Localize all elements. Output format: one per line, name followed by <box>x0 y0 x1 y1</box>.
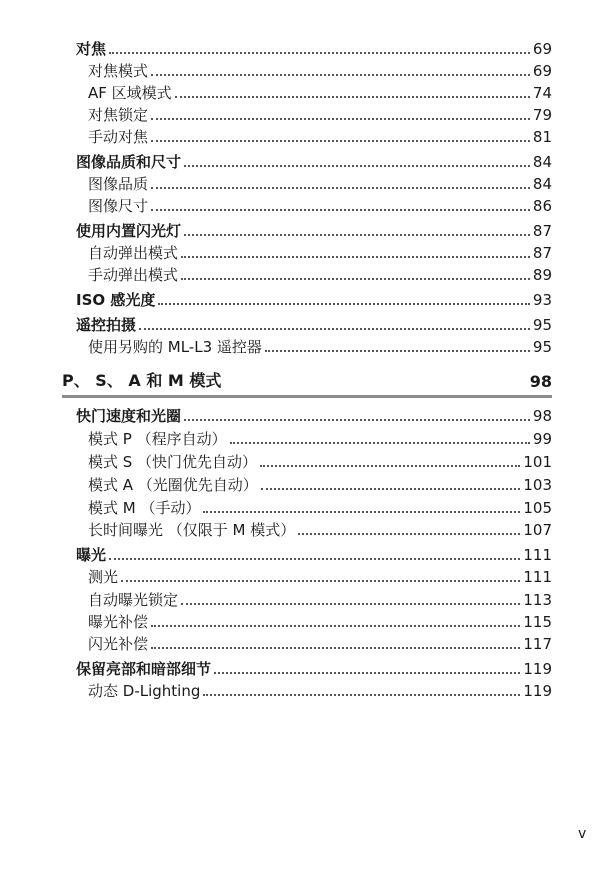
toc-entry[interactable] <box>88 609 552 631</box>
toc-entry-page: 105 <box>523 499 552 517</box>
toc-entry-label: AF 区域模式 <box>88 84 172 102</box>
dot-leader <box>184 419 530 421</box>
toc-entry[interactable] <box>88 58 552 80</box>
toc-entry-label: 使用内置闪光灯 <box>76 222 182 240</box>
toc-entry[interactable] <box>88 587 552 609</box>
toc-entry[interactable] <box>88 472 552 494</box>
dot-leader <box>230 442 530 444</box>
dot-leader <box>184 165 530 167</box>
toc-entry[interactable] <box>88 678 552 700</box>
toc-entry-page: 87 <box>532 222 552 240</box>
dot-leader <box>175 96 530 98</box>
toc-entry-page: 86 <box>532 197 552 215</box>
toc-entry[interactable] <box>76 403 552 425</box>
toc-entry-page: 98 <box>532 407 552 425</box>
dot-leader <box>151 187 530 189</box>
toc-entry[interactable] <box>76 218 552 240</box>
toc-entry-label: 曝光补偿 <box>88 613 149 631</box>
toc-entry[interactable] <box>88 426 552 448</box>
toc-entry[interactable] <box>88 631 552 653</box>
dot-leader <box>109 52 530 54</box>
dot-leader <box>181 603 520 605</box>
toc-entry[interactable] <box>88 517 552 539</box>
toc-entry-label: 对焦锁定 <box>88 106 149 124</box>
toc-entry-page: 95 <box>532 316 552 334</box>
toc-entry-page: 95 <box>532 338 552 356</box>
toc-entry-page: 84 <box>532 175 552 193</box>
toc-entry-page: 99 <box>532 430 552 448</box>
page-number: v <box>578 826 587 842</box>
dot-leader <box>151 118 530 120</box>
toc-entry-page: 87 <box>532 244 552 262</box>
toc-entry-page: 103 <box>523 476 552 494</box>
toc-entry-page: 69 <box>532 40 552 58</box>
dot-leader <box>181 256 530 258</box>
toc-entry-label: 自动曝光锁定 <box>88 591 179 609</box>
toc-entry-label: 模式 A （光圈优先自动） <box>88 476 258 494</box>
toc-entry-label: 闪光补偿 <box>88 635 149 653</box>
toc-entry-page: 117 <box>523 635 552 653</box>
toc-entry-label: 长时间曝光 （仅限于 M 模式） <box>88 521 296 539</box>
section-divider <box>62 395 552 398</box>
dot-leader <box>265 350 530 352</box>
toc-entry-label: 曝光 <box>76 546 107 564</box>
toc-entry-label: 图像尺寸 <box>88 197 149 215</box>
dot-leader <box>158 303 530 305</box>
toc-entry-page: 74 <box>532 84 552 102</box>
toc-entry-label: 快门速度和光圈 <box>76 407 182 425</box>
toc-entry-page: 69 <box>532 62 552 80</box>
dot-leader <box>260 465 520 467</box>
section-heading[interactable] <box>62 371 552 391</box>
dot-leader <box>151 625 520 627</box>
toc-entry[interactable] <box>88 564 552 586</box>
toc-entry[interactable] <box>76 287 552 309</box>
toc-entry-page: 107 <box>523 521 552 539</box>
toc-entry[interactable] <box>88 102 552 124</box>
toc-entry-label: 图像品质和尺寸 <box>76 153 182 171</box>
toc-entry-page: 81 <box>532 128 552 146</box>
toc-entry[interactable] <box>88 262 552 284</box>
toc-entry-label: 使用另购的 ML-L3 遥控器 <box>88 338 262 356</box>
dot-leader <box>261 488 521 490</box>
toc-entry-page: 79 <box>532 106 552 124</box>
toc-entry[interactable] <box>88 334 552 356</box>
dot-leader <box>181 278 530 280</box>
section-page: 98 <box>529 372 552 391</box>
toc-entry[interactable] <box>88 449 552 471</box>
toc-entry[interactable] <box>76 656 552 678</box>
toc-entry-label: 自动弹出模式 <box>88 244 179 262</box>
toc-entry-label: 图像品质 <box>88 175 149 193</box>
toc-entry-page: 113 <box>523 591 552 609</box>
toc-entry[interactable] <box>88 193 552 215</box>
toc-entry[interactable] <box>76 149 552 171</box>
toc-entry-label: 动态 D-Lighting <box>88 682 201 700</box>
toc-entry-label: 模式 M （手动） <box>88 499 201 517</box>
toc-entry-page: 84 <box>532 153 552 171</box>
toc-entry[interactable] <box>88 124 552 146</box>
toc-entry-label: 测光 <box>88 568 119 586</box>
toc-entry[interactable] <box>88 171 552 193</box>
toc-entry-page: 111 <box>523 546 552 564</box>
toc-entry[interactable] <box>76 312 552 334</box>
toc-entry-page: 89 <box>532 266 552 284</box>
toc-entry-label: 模式 S （快门优先自动） <box>88 453 258 471</box>
toc-entry-page: 93 <box>532 291 552 309</box>
toc-entry-label: 手动弹出模式 <box>88 266 179 284</box>
toc-entry-label: 对焦模式 <box>88 62 149 80</box>
toc-entry-label: 对焦 <box>76 40 107 58</box>
dot-leader <box>214 672 520 674</box>
toc-entry[interactable] <box>88 240 552 262</box>
dot-leader <box>203 511 520 513</box>
toc-entry-page: 115 <box>523 613 552 631</box>
toc-entry[interactable] <box>88 495 552 517</box>
toc-entry-label: 遥控拍摄 <box>76 316 137 334</box>
toc-entry-label: 手动对焦 <box>88 128 149 146</box>
dot-leader <box>203 694 520 696</box>
dot-leader <box>121 580 520 582</box>
section-title: P、 S、 A 和 M 模式 <box>62 371 222 390</box>
dot-leader <box>298 533 520 535</box>
toc-entry-label: ISO 感光度 <box>76 291 156 309</box>
toc-entry[interactable] <box>76 36 552 58</box>
dot-leader <box>109 558 520 560</box>
dot-leader <box>151 74 530 76</box>
dot-leader <box>139 328 530 330</box>
dot-leader <box>151 647 520 649</box>
toc-entry-label: 模式 P （程序自动） <box>88 430 227 448</box>
toc-entry-page: 101 <box>523 453 552 471</box>
toc-entry-page: 119 <box>523 660 552 678</box>
toc-entry-page: 119 <box>523 682 552 700</box>
dot-leader <box>184 234 530 236</box>
toc-entry[interactable] <box>88 80 552 102</box>
dot-leader <box>151 140 530 142</box>
toc-entry-label: 保留亮部和暗部细节 <box>76 660 212 678</box>
toc-entry-page: 111 <box>523 568 552 586</box>
toc-entry[interactable] <box>76 542 552 564</box>
dot-leader <box>151 209 530 211</box>
